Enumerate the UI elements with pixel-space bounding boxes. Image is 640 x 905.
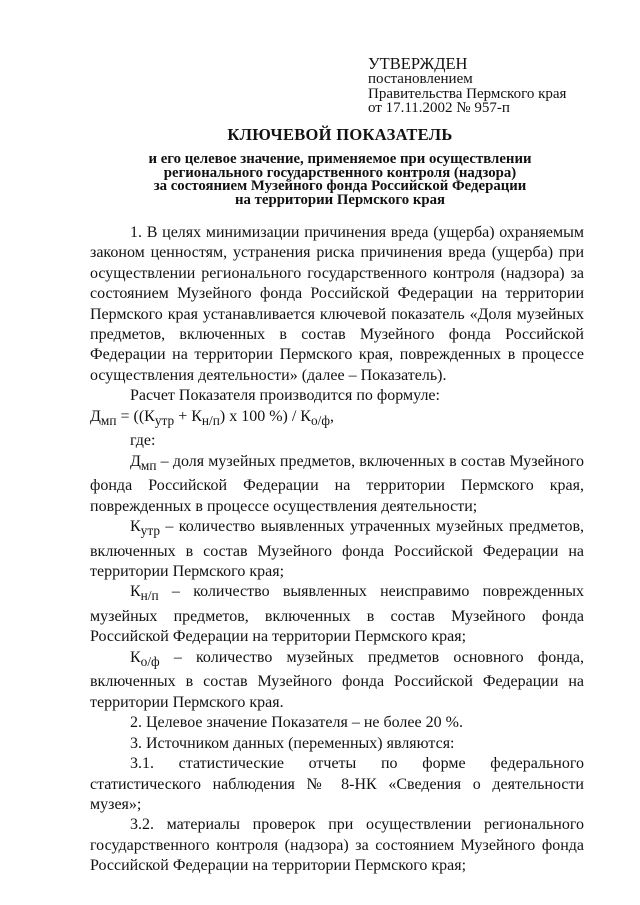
definition-k-np-text: – количество выявленных неисправимо поврежденных музейных предметов, включенных в состав Музейного фонда Российской Федерации на территории Пермского края; [90, 583, 584, 646]
paragraph-3: 3. Источником данных (переменных) являются: [130, 734, 455, 752]
where-label: где: [130, 432, 156, 450]
formula-part-3: ) х 100 %) / К [219, 407, 311, 425]
formula-k2-sub: н/п [201, 412, 220, 428]
document-title-block [90, 126, 590, 207]
definition-d-mp [90, 452, 584, 517]
definition-k-np [90, 582, 584, 647]
formula-part-1: = ((К [116, 407, 155, 425]
definition-k-utr-symbol: К [130, 518, 141, 536]
definition-k-of-symbol: К [130, 648, 141, 666]
definition-k-of-sub: о/ф [140, 654, 160, 670]
approval-line-1: постановлением [368, 71, 473, 87]
definition-k-utr-text: – количество выявленных утраченных музейных предметов, включенных в состав Музейного фонда Российской Федерации на территории Пермского края; [90, 518, 584, 581]
formula-k3-sub: о/ф [310, 412, 330, 428]
definition-k-np-symbol: К [130, 583, 141, 601]
document-subtitle [90, 153, 590, 207]
definition-k-utr [90, 517, 584, 582]
definition-d-mp-sub: мп [140, 457, 157, 473]
paragraph-3-2: 3.2. материалы проверок при осуществлении регионального государственного контроля (надзора) за состоянием Музейного фонда Российской Федерации на территории Пермского края; [90, 816, 584, 875]
paragraph-2: 2. Целевое значение Показателя – не более 20 %. [130, 714, 463, 732]
document-title: КЛЮЧЕВОЙ ПОКАЗАТЕЛЬ [227, 125, 453, 144]
document-body [90, 223, 584, 877]
formula [90, 407, 584, 432]
formula-part-2: + К [174, 407, 202, 425]
approval-line-2: Правительства Пермского края [368, 85, 567, 102]
paragraph-3-1: 3.1. статистические отчеты по форме федерального статистического наблюдения № 8-НК «Сведения о деятельности музея»; [90, 755, 584, 813]
definition-k-of-text: – количество музейных предметов основного фонда, включенных в состав Музейного фонда Российской Федерации на территории Пермского края. [90, 648, 584, 711]
paragraph-formula-intro: Расчет Показателя производится по формуле: [130, 387, 440, 405]
approval-stamp [368, 56, 618, 116]
formula-part-4: , [329, 407, 334, 425]
subtitle-line-4: на территории Пермского края [235, 191, 445, 208]
subtitle-line-1: и его целевое значение, применяемое при осуществлении [148, 151, 532, 167]
subtitle-line-2: регионального государственного контроля (надзора) [163, 164, 517, 181]
approval-heading: УТВЕРЖДЕН [368, 54, 468, 73]
definition-k-utr-sub: утр [140, 523, 160, 539]
formula-k1-sub: утр [154, 412, 175, 428]
subtitle-line-3: за состоянием Музейного фонда Российской Федерации [153, 178, 527, 195]
definition-d-mp-text: – доля музейных предметов, включенных в состав Музейного фонда Российской Федерации на территории Пермского края, поврежденных в процессе осуществления деятельности; [90, 452, 584, 515]
paragraph-1: 1. В целях минимизации причинения вреда (ущерба) охраняемым законом ценностям, устранения риска причинения вреда (ущерба) при осуществлении регионального государственного контроля (надзора) за состоянием Музейного фонда Российской Федерации на территории Пермского края устанавливается ключевой показатель «Доля музейных предметов, включенных в состав Музейного фонда Российской Федерации на территории Пермского края, поврежденных в процессе осуществления деятельности» (далее – Показатель). [90, 224, 584, 384]
definition-k-np-sub: н/п [140, 588, 159, 604]
definition-k-of [90, 648, 584, 713]
approval-line-3: от 17.11.2002 № 957-п [368, 100, 510, 116]
formula-d-sub: мп [100, 412, 117, 428]
definition-d-mp-symbol: Д [130, 452, 141, 470]
formula-d: Д [90, 407, 101, 425]
